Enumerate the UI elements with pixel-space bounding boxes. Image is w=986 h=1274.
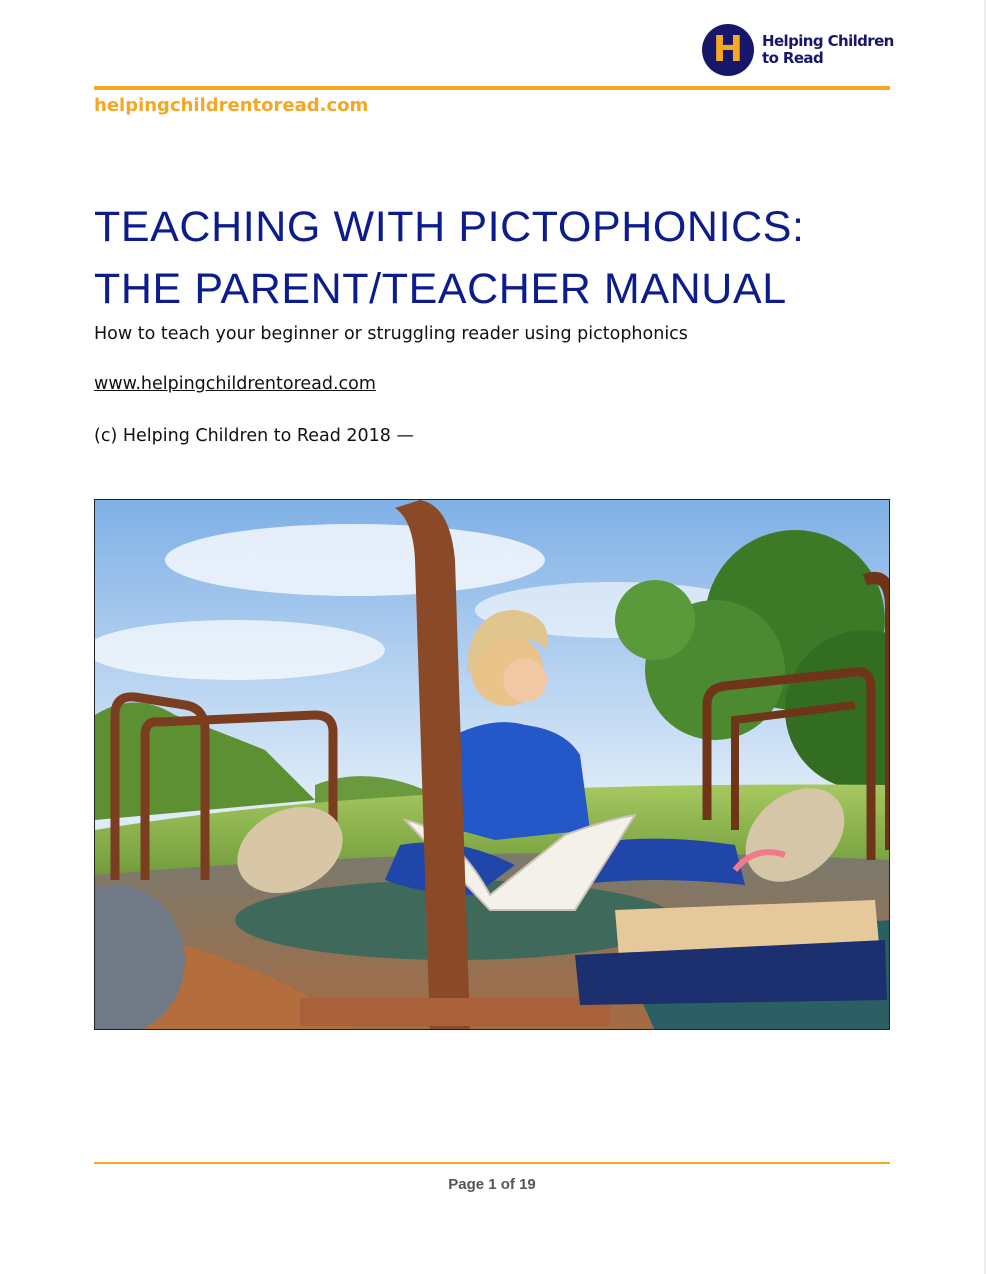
document-subtitle: How to teach your beginner or struggling reader using pictophonics [94,324,688,344]
website-link[interactable]: www.helpingchildrentoread.com [94,374,376,394]
logo-text-line1: Helping Children [762,32,894,50]
copyright-notice: (c) Helping Children to Read 2018 — [94,426,414,446]
helping-children-logo [702,24,894,76]
logo-h-icon [702,24,754,76]
logo-text-line2: to Read [762,49,824,67]
document-title-line2: THE PARENT/TEACHER MANUAL [94,265,787,313]
cover-photo [94,499,890,1030]
document-title-line1: TEACHING WITH PICTOPHONICS: [94,203,805,251]
logo-letter: H [712,29,744,70]
header-site-url: helpingchildrentoread.com [94,95,369,116]
cover-photo-illustration [95,500,890,1030]
header-rule [94,86,890,90]
document-title [94,196,894,320]
footer-rule [94,1162,890,1164]
page-number: Page 1 of 19 [448,1176,536,1193]
logo-text [762,33,894,67]
